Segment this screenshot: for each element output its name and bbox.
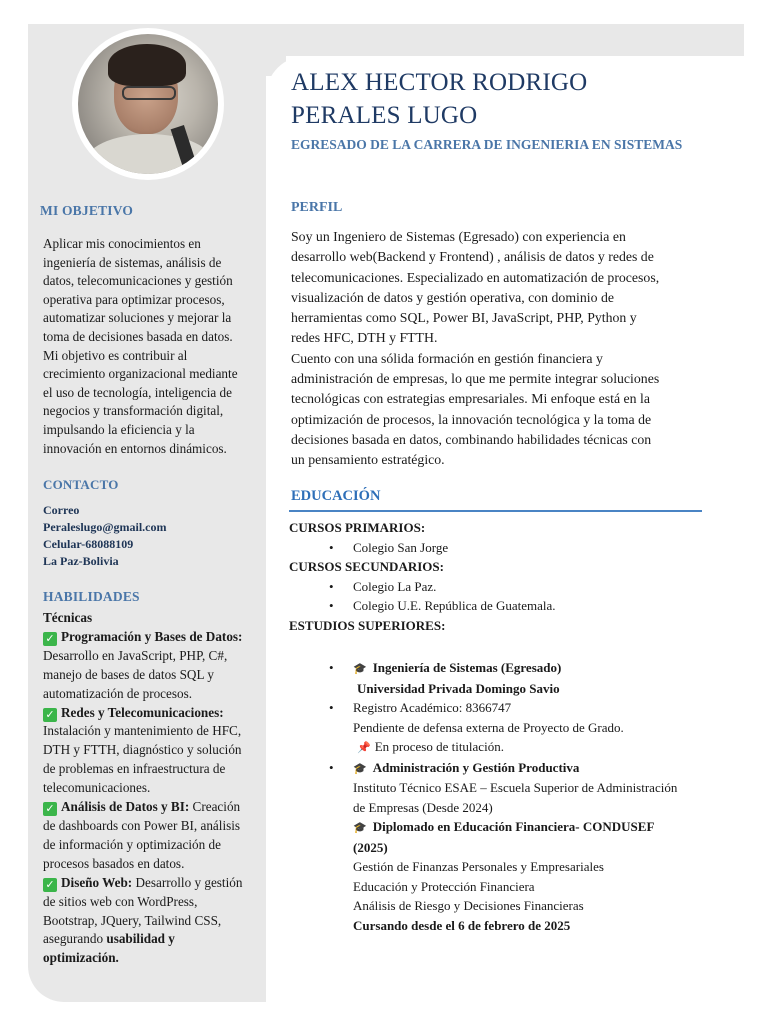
skill-title-after: Creación: [189, 799, 241, 815]
objective-title: MI OBJETIVO: [40, 203, 134, 218]
objective-line: ingeniería de sistemas, análisis de: [43, 254, 222, 270]
contact-phone[interactable]: Celular-68088109: [43, 537, 134, 551]
header-band: [230, 24, 744, 56]
primary-label: CURSOS PRIMARIOS:: [289, 520, 426, 535]
objective-line: impulsando la eficiencia y la: [43, 421, 195, 437]
objective-line: toma de decisiones basada en datos.: [43, 328, 233, 344]
profile-line: tecnológicas con estrategias empresariales. Mi enfoque está en la: [291, 391, 650, 407]
name-line-2: PERALES LUGO: [291, 102, 478, 129]
diploma-item: Análisis de Riesgo y Decisiones Financieras: [353, 898, 584, 913]
skill-item: [43, 874, 265, 969]
job-subtitle: EGRESADO DE LA CARRERA DE INGENIERIA EN SISTEMAS: [291, 137, 683, 152]
skill-item: [43, 628, 265, 704]
skill-line: Instalación y mantenimiento de HFC,: [43, 723, 242, 739]
skill-line: de información y optimización de: [43, 836, 221, 852]
cursando-text: Cursando desde el 6 de febrero de 2025: [353, 917, 571, 933]
skill-line: Bootstrap, JQuery, Tailwind CSS,: [43, 912, 222, 928]
bullet: •: [329, 598, 334, 613]
secondary-school: Colegio La Paz.: [353, 578, 437, 594]
full-name: [291, 66, 587, 132]
list-item: [289, 596, 709, 616]
bullet: •: [329, 578, 334, 594]
skill-title-after: Desarrollo y gestión: [132, 874, 243, 890]
skill-title: Diseño Web:: [61, 874, 133, 890]
profile-line: herramientas como SQL, Power BI, JavaScript, PHP, Python y: [291, 310, 637, 326]
skills-title: HABILIDADES: [43, 589, 140, 604]
contact-label: Correo: [43, 503, 80, 517]
in-process-row: [289, 737, 709, 758]
objective-line: Aplicar mis conocimientos en: [43, 236, 201, 251]
primary-school: Colegio San Jorge: [353, 539, 449, 555]
profile-line: visualización de datos y gestión operativa, con dominio de: [291, 289, 614, 305]
contact-location: La Paz-Bolivia: [43, 554, 119, 568]
education-title: EDUCACIÓN: [291, 488, 381, 504]
diploma-item: Gestión de Finanzas Personales y Empresariales: [353, 859, 604, 874]
profile-line: desarrollo web(Backend y Frontend) , análisis de datos y redes de: [291, 249, 654, 265]
list-item: [289, 658, 709, 679]
name-line-1: ALEX HECTOR RODRIGO: [291, 69, 588, 96]
admin-title: Administración y Gestión Productiva: [372, 759, 580, 775]
diploma-title-row: [289, 817, 709, 838]
skill-line: de dashboards con Power BI, análisis: [43, 817, 241, 833]
in-process-text: En proceso de titulación.: [374, 739, 504, 754]
objective-line: Mi objetivo es contribuir al: [43, 347, 188, 363]
skill-title: Redes y Telecomunicaciones:: [61, 704, 224, 720]
education-block: [289, 518, 709, 635]
bullet: •: [329, 700, 334, 715]
pending-text: Pendiente de defensa externa de Proyecto de Grado.: [353, 719, 624, 735]
skill-line: DTH y FTTH, diagnóstico y solución: [43, 742, 242, 758]
list-item: [289, 698, 709, 718]
skill-line: de sitios web con WordPress,: [43, 893, 198, 909]
diploma-title: Diplomado en Educación Financiera- CONDUSEF: [372, 819, 655, 834]
objective-line: el uso de tecnología, inteligencia de: [43, 384, 232, 400]
skills-subtitle: Técnicas: [43, 610, 93, 625]
skill-line: telecomunicaciones.: [43, 780, 151, 796]
graduation-cap-icon: 🎓: [353, 821, 367, 834]
list-item: [289, 538, 709, 558]
objective-line: negocios y transformación digital,: [43, 403, 224, 419]
profile-line: Soy un Ingeniero de Sistemas (Egresado) con experiencia en: [291, 229, 626, 244]
registry: Registro Académico: 8366747: [353, 700, 512, 715]
skills-block: [43, 609, 265, 968]
profile-photo: [78, 34, 218, 174]
graduation-cap-icon: 🎓: [353, 662, 367, 675]
skill-last-plain: asegurando: [43, 931, 107, 947]
profile-line: optimización de procesos, la innovación tecnológica y la toma de: [291, 411, 652, 427]
profile-line: decisiones basada en datos, combinando habilidades técnicas con: [291, 431, 652, 447]
skill-line: [43, 930, 265, 949]
pushpin-icon: 📌: [357, 741, 371, 754]
graduation-cap-icon: 🎓: [353, 761, 367, 775]
profile-line: administración de empresas, lo que me permite integrar soluciones: [291, 371, 660, 387]
profile-text: [291, 227, 711, 471]
profile-line: Cuento con una sólida formación en gestión financiera y: [291, 350, 603, 366]
check-box-icon: ✓: [43, 708, 57, 722]
skill-line: procesos basados en datos.: [43, 855, 185, 871]
bullet: •: [329, 759, 334, 775]
diploma-item: Educación y Protección Financiera: [353, 878, 535, 894]
admin-institute-line-1: Instituto Técnico ESAE – Escuela Superior de Administración: [353, 780, 678, 795]
profile-line: redes HFC, DTH y FTTH.: [291, 330, 438, 346]
objective-text: [43, 235, 265, 458]
list-item: [289, 577, 709, 597]
objective-line: datos, telecomunicaciones y gestión: [43, 273, 233, 289]
objective-line: crecimiento organizacional mediante: [43, 366, 238, 382]
check-box-icon: ✓: [43, 632, 57, 646]
secondary-school: Colegio U.E. República de Guatemala.: [353, 598, 556, 613]
higher-label: ESTUDIOS SUPERIORES:: [289, 617, 446, 633]
profile-line: un pensamiento estratégico.: [291, 452, 445, 468]
degree-title: Ingeniería de Sistemas (Egresado): [372, 660, 562, 675]
secondary-label: CURSOS SECUNDARIOS:: [289, 559, 444, 574]
university-name: Universidad Privada Domingo Savio: [357, 680, 560, 696]
list-item: [289, 758, 709, 779]
contact-email[interactable]: Peraleslugo@gmail.com: [43, 520, 167, 534]
objective-line: automatizar soluciones y mejorar la: [43, 310, 232, 326]
contact-block: [43, 502, 166, 570]
skill-line: Desarrollo en JavaScript, PHP, C#,: [43, 647, 228, 663]
objective-line: operativa para optimizar procesos,: [43, 291, 225, 307]
skill-last-bold: usabilidad y: [106, 931, 175, 947]
admin-institute-line-2: de Empresas (Desde 2024): [353, 799, 493, 815]
education-divider: [289, 510, 702, 512]
objective-line: innovación en entornos dinámicos.: [43, 440, 227, 456]
bullet: •: [329, 539, 334, 555]
skill-line: manejo de bases de datos SQL y: [43, 666, 214, 682]
contact-title: CONTACTO: [43, 477, 119, 492]
profile-photo-frame: [72, 28, 224, 180]
higher-education-block: [289, 658, 709, 935]
profile-title: PERFIL: [291, 200, 343, 215]
check-box-icon: ✓: [43, 878, 57, 892]
bullet: •: [329, 660, 334, 675]
skill-title: Programación y Bases de Datos:: [61, 628, 243, 644]
skill-item: [43, 704, 265, 799]
diploma-year: (2025): [353, 839, 388, 855]
skill-line: optimización.: [43, 950, 119, 966]
profile-line: telecomunicaciones. Especializado en automatización de procesos,: [291, 269, 660, 285]
check-box-icon: ✓: [43, 802, 57, 816]
skill-item: [43, 798, 265, 874]
skill-line: de problemas en infraestructura de: [43, 761, 226, 777]
skill-title: Análisis de Datos y BI:: [61, 799, 190, 815]
skill-line: automatización de procesos.: [43, 685, 193, 701]
